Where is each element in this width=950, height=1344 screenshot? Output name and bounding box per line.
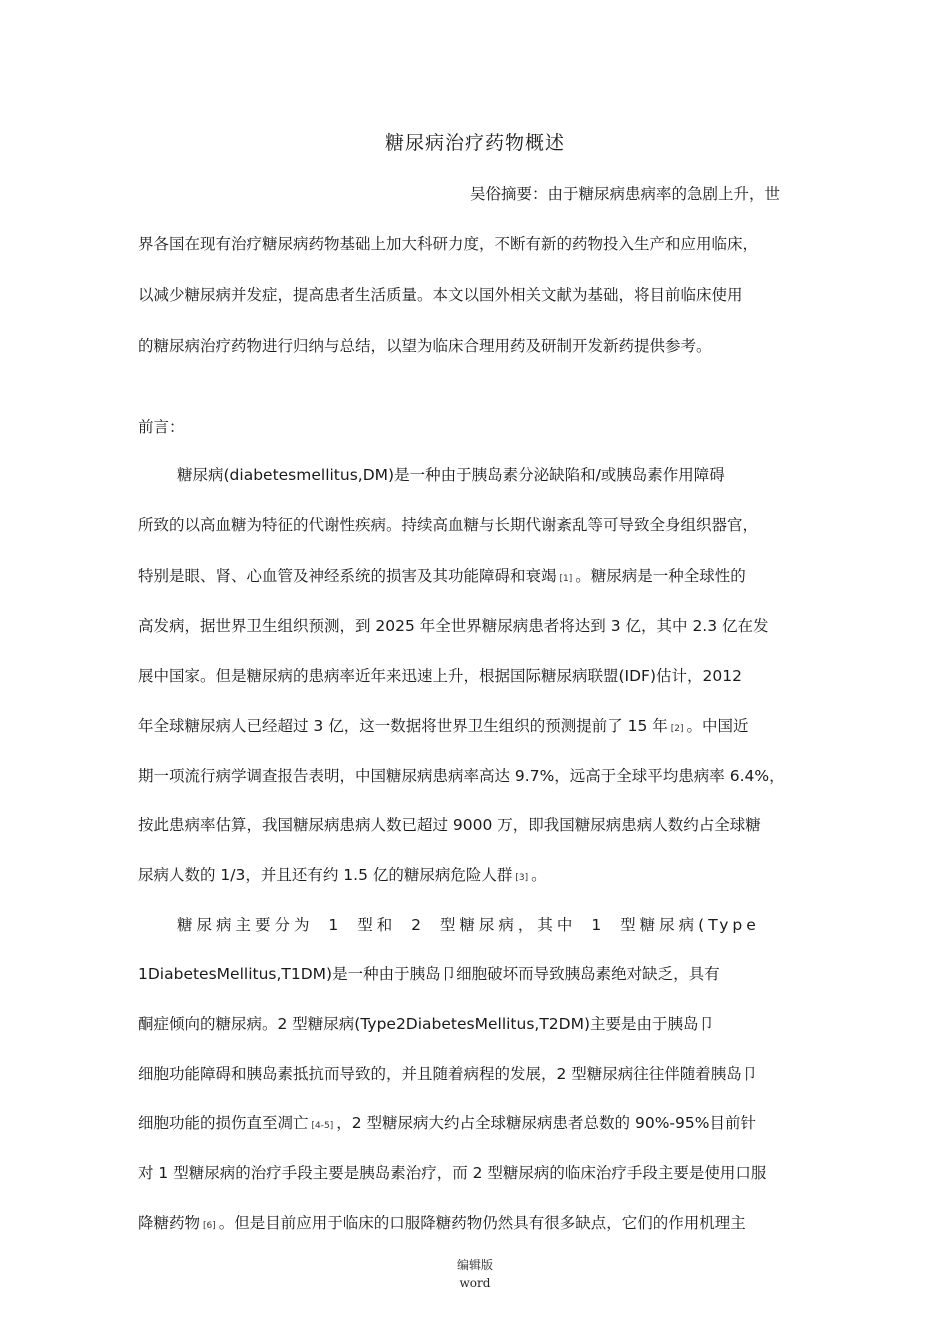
abstract-line-2: 界各国在现有治疗糖尿病药物基础上加大科研力度，不断有新的药物投入生产和应用临床，	[138, 235, 759, 253]
para1-line-2: 所致的以高血糖为特征的代谢性疾病。持续高血糖与长期代谢紊乱等可导致全身组织器官，	[138, 516, 759, 534]
para1-line-9	[138, 864, 828, 889]
para1-line-7: 期一项流行病学调查报告表明，中国糖尿病患病率高达 9.7%，远高于全球平均患病率 6.4%，	[138, 767, 785, 785]
para2-line-6: 对 1 型糖尿病的治疗手段主要是胰岛素治疗，而 2 型糖尿病的临床治疗手段主要是使用口服	[138, 1164, 767, 1182]
para1-line-4: 高发病，据世界卫生组织预测，到 2025 年全世界糖尿病患者将达到 3 亿，其中 2.3 亿在发	[138, 617, 769, 635]
page-footer	[0, 1256, 950, 1292]
para1-line-3	[138, 565, 828, 590]
para1-line-1: 糖尿病(diabetesmellitus,DM)是一种由于胰岛素分泌缺陷和/或胰岛素作用障碍	[177, 466, 725, 484]
para1-line-9-text-b: 。	[531, 866, 547, 884]
para2-line-5	[138, 1112, 828, 1137]
para2-line-5-text-b: ，2 型糖尿病大约占全球糖尿病患者总数的 90%-95%目前针	[336, 1114, 756, 1132]
document-title: 糖尿病治疗药物概述	[384, 132, 565, 154]
para2-line-7-text-b: 。但是目前应用于临床的口服降糖药物仍然具有很多缺点，它们的作用机理主	[218, 1214, 746, 1232]
para2-line-7	[138, 1212, 828, 1237]
abstract-line-3: 以减少糖尿病并发症，提高患者生活质量。本文以国外相关文献为基础，将目前临床使用	[138, 286, 743, 304]
citation-4-5: [4-5]	[311, 1121, 334, 1131]
citation-1: [1]	[559, 574, 573, 584]
abstract-line-1: 吴俗摘要：由于糖尿病患病率的急剧上升，世	[470, 185, 781, 203]
para1-line-6	[138, 715, 828, 740]
para1-line-9-text-a: 尿病人数的 1/3，并且还有约 1.5 亿的糖尿病危险人群	[138, 866, 513, 884]
para1-line-6-text-b: 。中国近	[686, 717, 749, 735]
para1-line-3-text-b: 。糖尿病是一种全球性的	[575, 567, 746, 585]
citation-6: [6]	[203, 1221, 216, 1231]
citation-3: [3]	[515, 873, 529, 883]
para2-line-2: 1DiabetesMellitus,T1DM)是一种由于胰岛卩细胞破坏而导致胰岛素绝对缺乏，具有	[138, 965, 720, 983]
para2-line-4: 细胞功能障碍和胰岛素抵抗而导致的，并且随着病程的发展，2 型糖尿病往往伴随着胰岛卩	[138, 1065, 758, 1083]
preface-heading: 前言：	[138, 418, 185, 436]
para2-line-7-text-a: 降糖药物	[138, 1214, 201, 1232]
footer-line-2: word	[459, 1276, 491, 1290]
footer-line-1: 编辑版	[456, 1258, 493, 1272]
para1-line-3-text-a: 特别是眼、肾、心血管及神经系统的损害及其功能障碍和衰竭	[138, 567, 557, 585]
para2-line-3: 酮症倾向的糖尿病。2 型糖尿病(Type2DiabetesMellitus,T2DM)主要是由于胰岛卩	[138, 1015, 715, 1033]
citation-2: [2]	[670, 724, 684, 734]
para2-line-5-text-a: 细胞功能的损伤直至凋亡	[138, 1114, 309, 1132]
abstract-line-4: 的糖尿病治疗药物进行归纳与总结，以望为临床合理用药及研制开发新药提供参考。	[138, 337, 712, 355]
para1-line-8: 按此患病率估算，我国糖尿病患病人数已超过 9000 万，即我国糖尿病患病人数约占全球糖	[138, 816, 761, 834]
para1-line-5: 展中国家。但是糖尿病的患病率近年来迅速上升，根据国际糖尿病联盟(IDF)估计，2012	[138, 667, 742, 685]
para2-line-1: 糖尿病主要分为 1 型和 2 型糖尿病，其中 1 型糖尿病(Type	[177, 916, 760, 934]
para1-line-6-text-a: 年全球糖尿病人已经超过 3 亿，这一数据将世界卫生组织的预测提前了 15 年	[138, 717, 668, 735]
